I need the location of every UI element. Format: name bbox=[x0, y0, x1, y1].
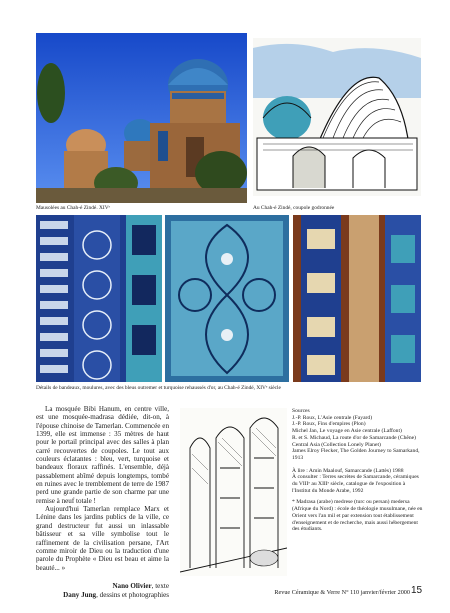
tile-detail-photo-1 bbox=[36, 215, 162, 382]
author-role: , texte bbox=[151, 582, 169, 590]
journal-footer: Revue Céramique & Verre N° 110 janvier/février 2000 bbox=[274, 589, 410, 596]
street-sketch bbox=[180, 408, 287, 576]
photographer-name: Dany Jung bbox=[63, 591, 97, 599]
reading-note: À lire : Amin Maalouf, Samarcande (Lattès) 1988 bbox=[292, 467, 404, 474]
top-right-caption: Au Chah-é Zindé, coupole godronnée bbox=[253, 205, 335, 211]
mausoleum-photo bbox=[36, 33, 247, 203]
consult-note: À consulter : Terres secrètes de Samarcande, céramiques du VIIIᵉ au XIIIᵉ siècle, catalogue de l'exposition à l'Institut du Monde Arabe, 1992 bbox=[292, 474, 419, 494]
source-item: Michel Jan, Le voyage en Asie centrale (Laffont) bbox=[292, 428, 402, 435]
source-item: James Elroy Flecker, The Golden Journey to Samarkand, 1913 bbox=[292, 448, 420, 461]
article-body bbox=[36, 405, 169, 572]
sources-heading: Sources bbox=[292, 408, 310, 414]
source-item: J.-P. Roux, L'Asie centrale (Fayard) bbox=[292, 414, 373, 421]
photographer-credit bbox=[36, 591, 169, 599]
madrasa-footnote: * Madrasa (arabe) medrese (turc ou persan) medersa (Afrique du Nord) : école de théologie musulmane, née en Orient vers l'an mil et par extension tout établissement d'enseignement et de recherche, mais aussi hébergement des étudiants. bbox=[292, 499, 423, 533]
source-item: R. et S. Michaud, La route d'or de Samarcande (Chêne) bbox=[292, 434, 417, 441]
article-paragraph: La mosquée Bibi Hanum, en centre ville, est une mosquée-madrasa dédiée, dit-on, à l'épouse chinoise de Tamerlan. Commencée en 1399, elle est immense : 35 mètres de haut pour le portail principal avec des salles à plan carré recouvertes de coupoles. Le tout aux couleurs éclatantes : bleu, vert, turquoise et bandeaux floraux raffinés. L'ensemble, déjà passablement abîmé depuis longtemps, tombé en ruines avec le tremblement de terre de 1987 perd une grande partie de son charme par une remise à neuf totale ! bbox=[36, 405, 169, 505]
page-number: 15 bbox=[411, 585, 423, 596]
photographer-role: , dessins et photographies bbox=[96, 591, 169, 599]
top-left-caption: Mausolées au Chah-é Zindé. XIVᵉ bbox=[36, 205, 110, 211]
source-item: J.-P. Roux, Fins d'empires (Plon) bbox=[292, 421, 366, 428]
middle-caption: Détails de bandeaux, moulures, avec des bleus outremer et turquoise rehaussés d'or, au Chah-é Zindé, XIVᵉ siècle bbox=[36, 385, 281, 391]
author-credit bbox=[36, 582, 169, 590]
author-name: Nano Olivier bbox=[112, 582, 152, 590]
tile-detail-photo-3 bbox=[293, 215, 421, 382]
tile-detail-photo-2 bbox=[165, 215, 289, 382]
dome-sketch bbox=[253, 38, 421, 196]
sources-column bbox=[292, 408, 424, 533]
source-item: Central Asia (Collection Lonely Planet) bbox=[292, 441, 381, 448]
article-paragraph: Aujourd'hui Tamerlan remplace Marx et Lénine dans les jardins publics de la ville, ce grand destructeur fut aussi un inlassable bâtisseur et sa ville symbolise tout le raffinement de la civilisation persane, l'Art comme miroir de Dieu ou la traduction d'une parole du Prophète « Dieu est beau et aime la beauté... » bbox=[36, 505, 169, 572]
